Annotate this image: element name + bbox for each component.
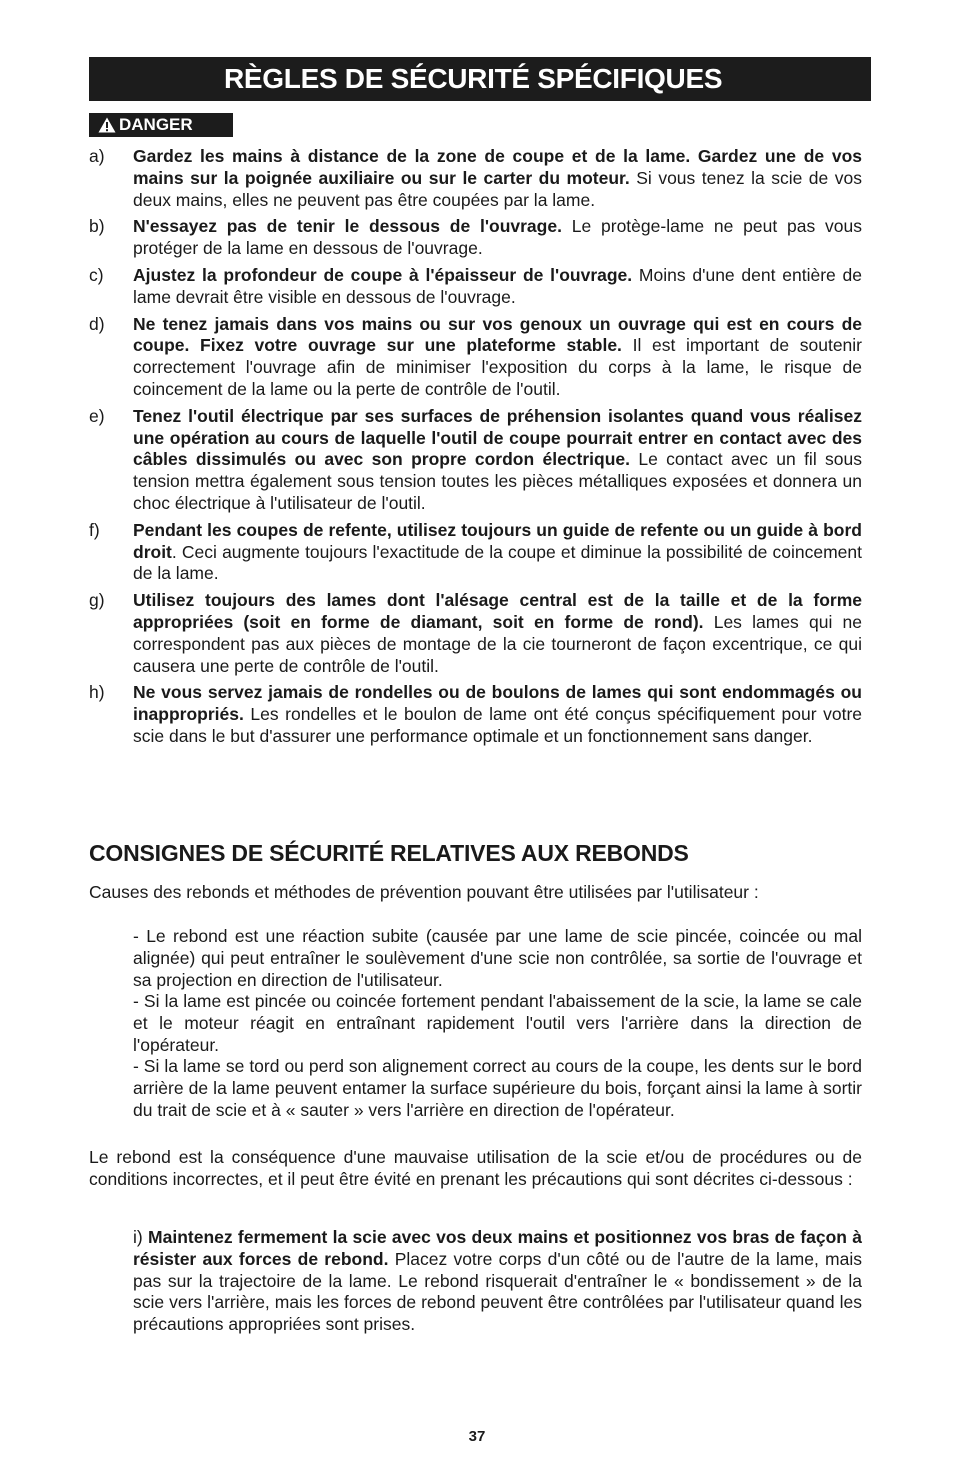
rule-item <box>89 265 862 309</box>
rule-item-i <box>133 1227 862 1336</box>
kickback-cause: - Le rebond est une réaction subite (causée par une lame de scie pincée, coincée ou mal alignée) qui peut entraîner le soulèvement d'une scie non contrôlée, sa sortie de l'ouvrage et sa projection en direction de l'utilisateur. <box>133 926 862 990</box>
rule-bold: Ne vous servez jamais de rondelles ou de boulons de lames qui sont endommagés ou inappropriés. <box>133 682 862 725</box>
page-number: 37 <box>468 1428 486 1445</box>
section-title: RÈGLES DE SÉCURITÉ SPÉCIFIQUES <box>89 57 871 101</box>
rule-letter: e) <box>89 405 105 426</box>
rule-text: Le protège-lame ne peut pas vous protéger de la lame en dessous de l'ouvrage. <box>133 216 862 259</box>
kickback-heading: CONSIGNES DE SÉCURITÉ RELATIVES AUX REBONDS <box>89 840 689 866</box>
kickback-intro: Causes des rebonds et méthodes de prévention pouvant être utilisées par l'utilisateur : <box>89 882 759 902</box>
rule-bold: Tenez l'outil électrique par ses surfaces de préhension isolantes quand vous réalisez une opération au cours de laquelle l'outil de coupe pourrait entrer en contact avec des câbles dissimulés ou avec son propre cordon électrique. <box>133 405 862 470</box>
rule-text: Il est important de soutenir correctement l'ouvrage afin de minimiser l'exposition du corps à la lame, le risque de coincement de la lame ou la perte de contrôle de l'outil. <box>133 335 862 399</box>
rule-item <box>89 314 862 401</box>
rule-text: Moins d'une dent entière de lame devrait être visible en dessous de l'ouvrage. <box>133 264 863 307</box>
rule-letter: f) <box>89 519 100 540</box>
danger-text: DANGER <box>119 115 193 134</box>
rule-item <box>89 682 862 747</box>
rule-bold: Maintenez fermement la scie avec vos deux mains et positionnez vos bras de façon à résister aux forces de rebond. <box>133 1227 862 1269</box>
rule-text: Placez votre corps d'un côté ou de l'autre de la lame, mais pas sur la trajectoire de la lame. Le rebond risquerait d'entraîner le « bondissement » de la scie vers l'arrière, mais les forces de rebond peuvent être contrôlées par l'utilisateur quand les précautions appropriées sont prises. <box>133 1248 862 1335</box>
rule-letter: g) <box>89 590 105 611</box>
rule-item <box>89 146 862 211</box>
rules-list <box>89 146 862 753</box>
rule-bold: Ajustez la profondeur de coupe à l'épaisseur de l'ouvrage. <box>133 264 633 285</box>
rule-bold: N'essayez pas de tenir le dessous de l'ouvrage. <box>133 216 562 237</box>
rule-bold: Utilisez toujours des lames dont l'alésage central est de la taille et de la forme appropriées (soit en forme de diamant, soit en forme de rond). <box>133 590 862 632</box>
danger-label <box>89 113 233 137</box>
rule-bold: Gardez les mains à distance de la zone de coupe et de la lame. Gardez une de vos mains sur la poignée auxiliaire ou sur le carter du moteur. <box>133 146 862 188</box>
kickback-cause: - Si la lame se tord ou perd son alignement correct au cours de la coupe, les dents sur le bord arrière de la lame peuvent entamer la surface supérieure du bois, forçant ainsi la lame à sortir du trait de scie et à « sauter » vers l'arrière en direction de l'opérateur. <box>133 1056 862 1120</box>
rule-letter: a) <box>89 146 105 166</box>
rule-item <box>89 216 862 260</box>
rule-letter: i) <box>133 1227 143 1247</box>
rule-bold: Ne tenez jamais dans vos mains ou sur vos genoux un ouvrage qui est en cours de coupe. Fixez votre ouvrage sur une plateforme stable. <box>133 313 862 356</box>
rule-item <box>89 520 862 585</box>
rule-item <box>89 406 862 515</box>
rule-letter: b) <box>89 216 105 237</box>
kickback-summary: Le rebond est la conséquence d'une mauvaise utilisation de la scie et/ou de procédures ou de conditions incorrectes, et il peut être évité en prenant les précautions qui sont décrites ci-dessous : <box>89 1147 862 1189</box>
rule-text: . Ceci augmente toujours l'exactitude de la coupe et diminue la possibilité de coincement de la lame. <box>133 541 862 584</box>
rule-letter: h) <box>89 682 105 703</box>
warning-triangle-icon <box>98 117 116 133</box>
kickback-cause: - Si la lame est pincée ou coincée fortement pendant l'abaissement de la scie, la lame se cale et le moteur réagit en entraînant rapidement l'outil vers l'arrière dans la direction de l'opérateur. <box>133 991 862 1055</box>
rule-text: Les lames qui ne correspondent pas aux pièces de montage de la cie tourneront de façon excentrique, ce qui causera une perte de contrôle de l'outil. <box>133 611 862 676</box>
rule-text: Si vous tenez la scie de vos deux mains, elles ne peuvent pas être coupées par la lame. <box>133 167 863 210</box>
rule-letter: c) <box>89 264 104 285</box>
rule-text: Le contact avec un fil sous tension mettra également sous tension toutes les pièces métalliques exposées et donnera un choc électrique à l'utilisateur de l'outil. <box>133 449 863 513</box>
rule-letter: d) <box>89 313 105 334</box>
rule-text: Les rondelles et le boulon de lame ont été conçus spécifiquement pour votre scie dans le but d'assurer une performance optimale et un fonctionnement sans danger. <box>133 704 862 746</box>
rule-bold: Pendant les coupes de refente, utilisez toujours un guide de refente ou un guide à bord droit <box>133 519 862 562</box>
rule-item <box>89 590 862 677</box>
